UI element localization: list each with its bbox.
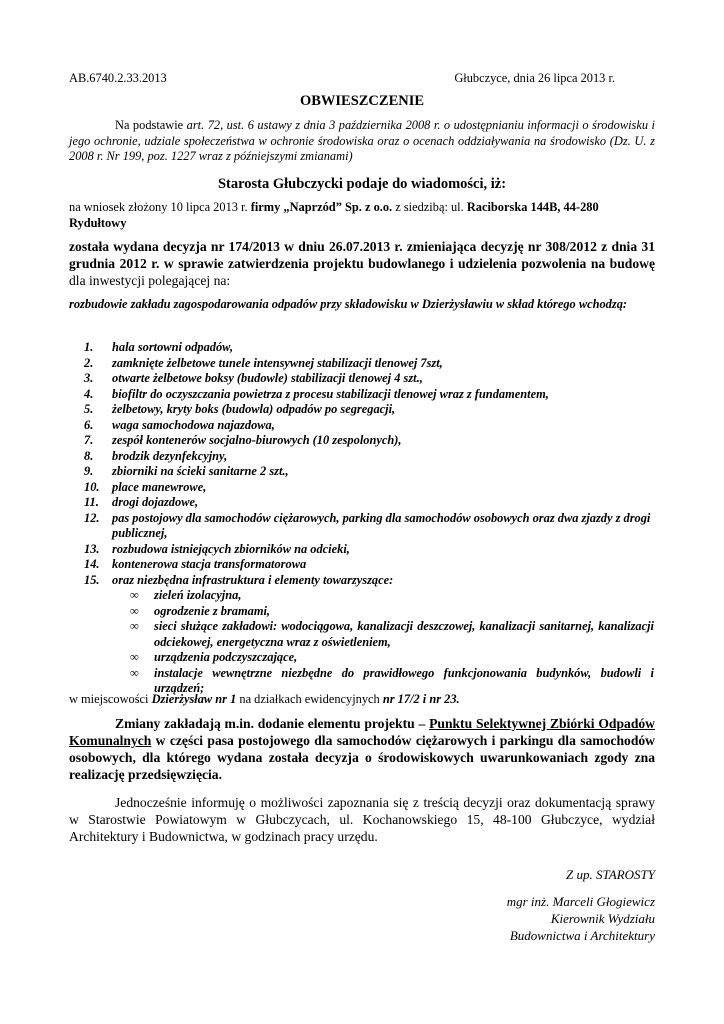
- item-number: 5.: [84, 402, 94, 416]
- sub-item-text: instalacje wewnętrzne niezbędne do prawidłowego funkcjonowania budynków, budowli i urządzeń;: [154, 665, 654, 695]
- legal-basis-prefix: Na podstawie: [115, 118, 187, 132]
- item-text: żelbetowy, kryty boks (budowla) odpadów po segregacji,: [112, 402, 396, 416]
- changes-text-2: w części pasa postojowego dla samochodów ciężarowych i parkingu dla samochodów osobowych, dla którego wydana została decyzja o środowiskowych uwarunkowaniach zgody zna realizację przedsięwzięcia.: [69, 733, 655, 782]
- infinity-bullet-icon: ∞: [130, 603, 139, 618]
- legal-basis-text: art. 72, ust. 6 ustawy z dnia 3 października 2008 r. o udostępnianiu informacji o środowisku i jego ochronie, udziale społeczeństwa w ochronie środowiska oraz o ocenach oddziaływania na środowisko (Dz. U. z 2008 r. Nr 199, poz. 1227 wraz z późniejszymi zmianami): [69, 118, 655, 163]
- infinity-bullet-icon: ∞: [130, 650, 139, 664]
- signature-line-1: Z up. STAROSTY: [566, 867, 655, 882]
- list-item: [84, 387, 654, 403]
- list-item: [84, 433, 654, 449]
- list-item: [84, 402, 654, 418]
- investment-items-list: [84, 340, 654, 697]
- item-text: oraz niezbędna infrastruktura i elementy towarzyszące:: [112, 572, 394, 587]
- changes-underlined: Punktu Selektywnej Zbiórki Odpadów Komunalnych: [69, 716, 655, 748]
- item-text: zamknięte żelbetowe tunele intensywnej stabilizacji tlenowej 7szt,: [112, 355, 443, 370]
- item-number: 8.: [84, 448, 94, 463]
- item-text: zespół kontenerów socjalno-biurowych (10 zespolonych),: [112, 433, 402, 447]
- signature-department: Budownictwa i Architektury: [509, 928, 655, 943]
- infinity-bullet-icon: ∞: [130, 588, 139, 602]
- item-text: otwarte żelbetowe boksy (budowle) stabilizacji tlenowej 4 szt.,: [112, 371, 423, 385]
- item-number: 13.: [84, 541, 100, 556]
- list-item: [84, 418, 654, 434]
- investment-intro: rozbudowie zakładu zagospodarowania odpadów przy składowisku w Dzierżysławiu w skład którego wchodzą:: [69, 297, 628, 311]
- item-text: zbiorniki na ścieki sanitarne 2 szt.,: [112, 464, 289, 478]
- item-number: 14.: [84, 557, 100, 571]
- signature-block: [507, 866, 655, 944]
- item-number: 6.: [84, 417, 94, 432]
- location-paragraph: [69, 692, 655, 707]
- list-item: [84, 464, 654, 480]
- changes-text-1: Zmiany zakładają m.in. dodanie elementu projektu –: [115, 716, 430, 731]
- item-number: 7.: [84, 433, 94, 447]
- signature-position: Kierownik Wydziału: [550, 911, 655, 926]
- item-text: place manewrowe,: [112, 479, 207, 494]
- item-text: hala sortowni odpadów,: [112, 340, 234, 354]
- information-paragraph: Jednocześnie informuję o możliwości zapoznania się z treścią decyzji oraz dokumentacją sprawy w Starostwie Powiatowym w Głubczycach, ul. Kochanowskiego 15, 48-100 Głubczyce, wydział Architektury i Budownictwa, w godzinach pracy urzędu.: [69, 795, 655, 844]
- list-item: [84, 371, 654, 387]
- infinity-bullet-icon: ∞: [130, 619, 139, 633]
- request-text-1: na wniosek złożony 10 lipca 2013 r.: [69, 200, 251, 214]
- request-text-2: z siedzibą: ul.: [392, 200, 467, 214]
- legal-basis: [69, 118, 655, 165]
- item-number: 1.: [84, 340, 94, 354]
- item-number: 12.: [84, 510, 100, 525]
- decision-rest: dla inwestycji polegającej na:: [69, 273, 231, 288]
- item-text: pas postojowy dla samochodów ciężarowych, parking dla samochodów osobowych oraz dwa zjazdy z drogi publicznej,: [112, 510, 651, 540]
- item-number: 10.: [84, 479, 100, 494]
- list-item: [84, 449, 654, 465]
- announcement-heading: Starosta Głubczycki podaje do wiadomości, iż:: [217, 176, 507, 192]
- location-text-2: na działkach ewidencyjnych: [236, 692, 383, 706]
- reference-number: AB.6740.2.33.2013: [69, 71, 167, 85]
- infrastructure-sub-list: [84, 588, 654, 697]
- item-text: biofiltr do oczyszczania powietrza z procesu stabilizacji tlenowej wraz z fundamentem,: [112, 386, 549, 401]
- location-place: Dzierżysław nr 1: [151, 692, 237, 706]
- item-number: 4.: [84, 386, 94, 401]
- list-item: [84, 356, 654, 372]
- item-text: waga samochodowa najazdowa,: [112, 417, 275, 432]
- location-text-1: w miejscowości: [69, 692, 152, 706]
- list-item: [84, 495, 654, 511]
- signature-name: mgr inż. Marceli Głogiewicz: [506, 894, 655, 909]
- item-text: rozbudowa istniejących zbiorników na odcieki,: [112, 541, 350, 556]
- item-text: kontenerowa stacja transformatorowa: [112, 557, 307, 571]
- decision-paragraph: [69, 238, 655, 289]
- item-number: 15.: [84, 572, 100, 587]
- sub-item-text: zieleń izolacyjna,: [154, 588, 242, 602]
- list-item: [84, 557, 654, 573]
- place-date: Głubczyce, dnia 26 lipca 2013 r.: [454, 71, 615, 85]
- company-name: firmy „Naprzód” Sp. z o.o.: [250, 200, 393, 214]
- item-number: 11.: [84, 495, 99, 509]
- list-item: [84, 511, 654, 542]
- request-paragraph: [69, 200, 655, 231]
- item-number: 9.: [84, 464, 94, 478]
- sub-list-item: [130, 588, 654, 604]
- location-plots: nr 17/2 i nr 23.: [382, 692, 460, 706]
- sub-list-item: [130, 650, 654, 666]
- item-text: drogi dojazdowe,: [112, 495, 199, 509]
- item-text: brodzik dezynfekcyjny,: [112, 448, 228, 463]
- sub-list-item: [130, 619, 654, 650]
- sub-item-text: urządzenia podczyszczające,: [154, 650, 298, 664]
- list-item: [84, 542, 654, 558]
- document-title: OBWIESZCZENIE: [299, 93, 425, 109]
- list-item: [84, 480, 654, 496]
- sub-list-item: [130, 604, 654, 620]
- changes-paragraph: [69, 715, 655, 783]
- sub-item-text: ogrodzenie z bramami,: [154, 603, 270, 618]
- decision-text: została wydana decyzja nr 174/2013 w dniu 26.07.2013 r. zmieniająca decyzję nr 308/2012 z dnia 31 grudnia 2012 r. w sprawie zatwierdzenia projektu budowlanego i udzielenia pozwolenia na budowę: [69, 239, 655, 271]
- item-number: 3.: [84, 371, 94, 385]
- sub-item-text: sieci służące zakładowi: wodociągowa, kanalizacji deszczowej, kanalizacji sanitarnej, kanalizacji odciekowej, energetyczna wraz z oświetleniem,: [154, 619, 654, 649]
- item-number: 2.: [84, 355, 94, 370]
- list-item: [84, 573, 654, 697]
- list-item: [84, 340, 654, 356]
- company-address: Raciborska 144B, 44-280 Rydułtowy: [69, 200, 599, 230]
- infinity-bullet-icon: ∞: [130, 665, 139, 680]
